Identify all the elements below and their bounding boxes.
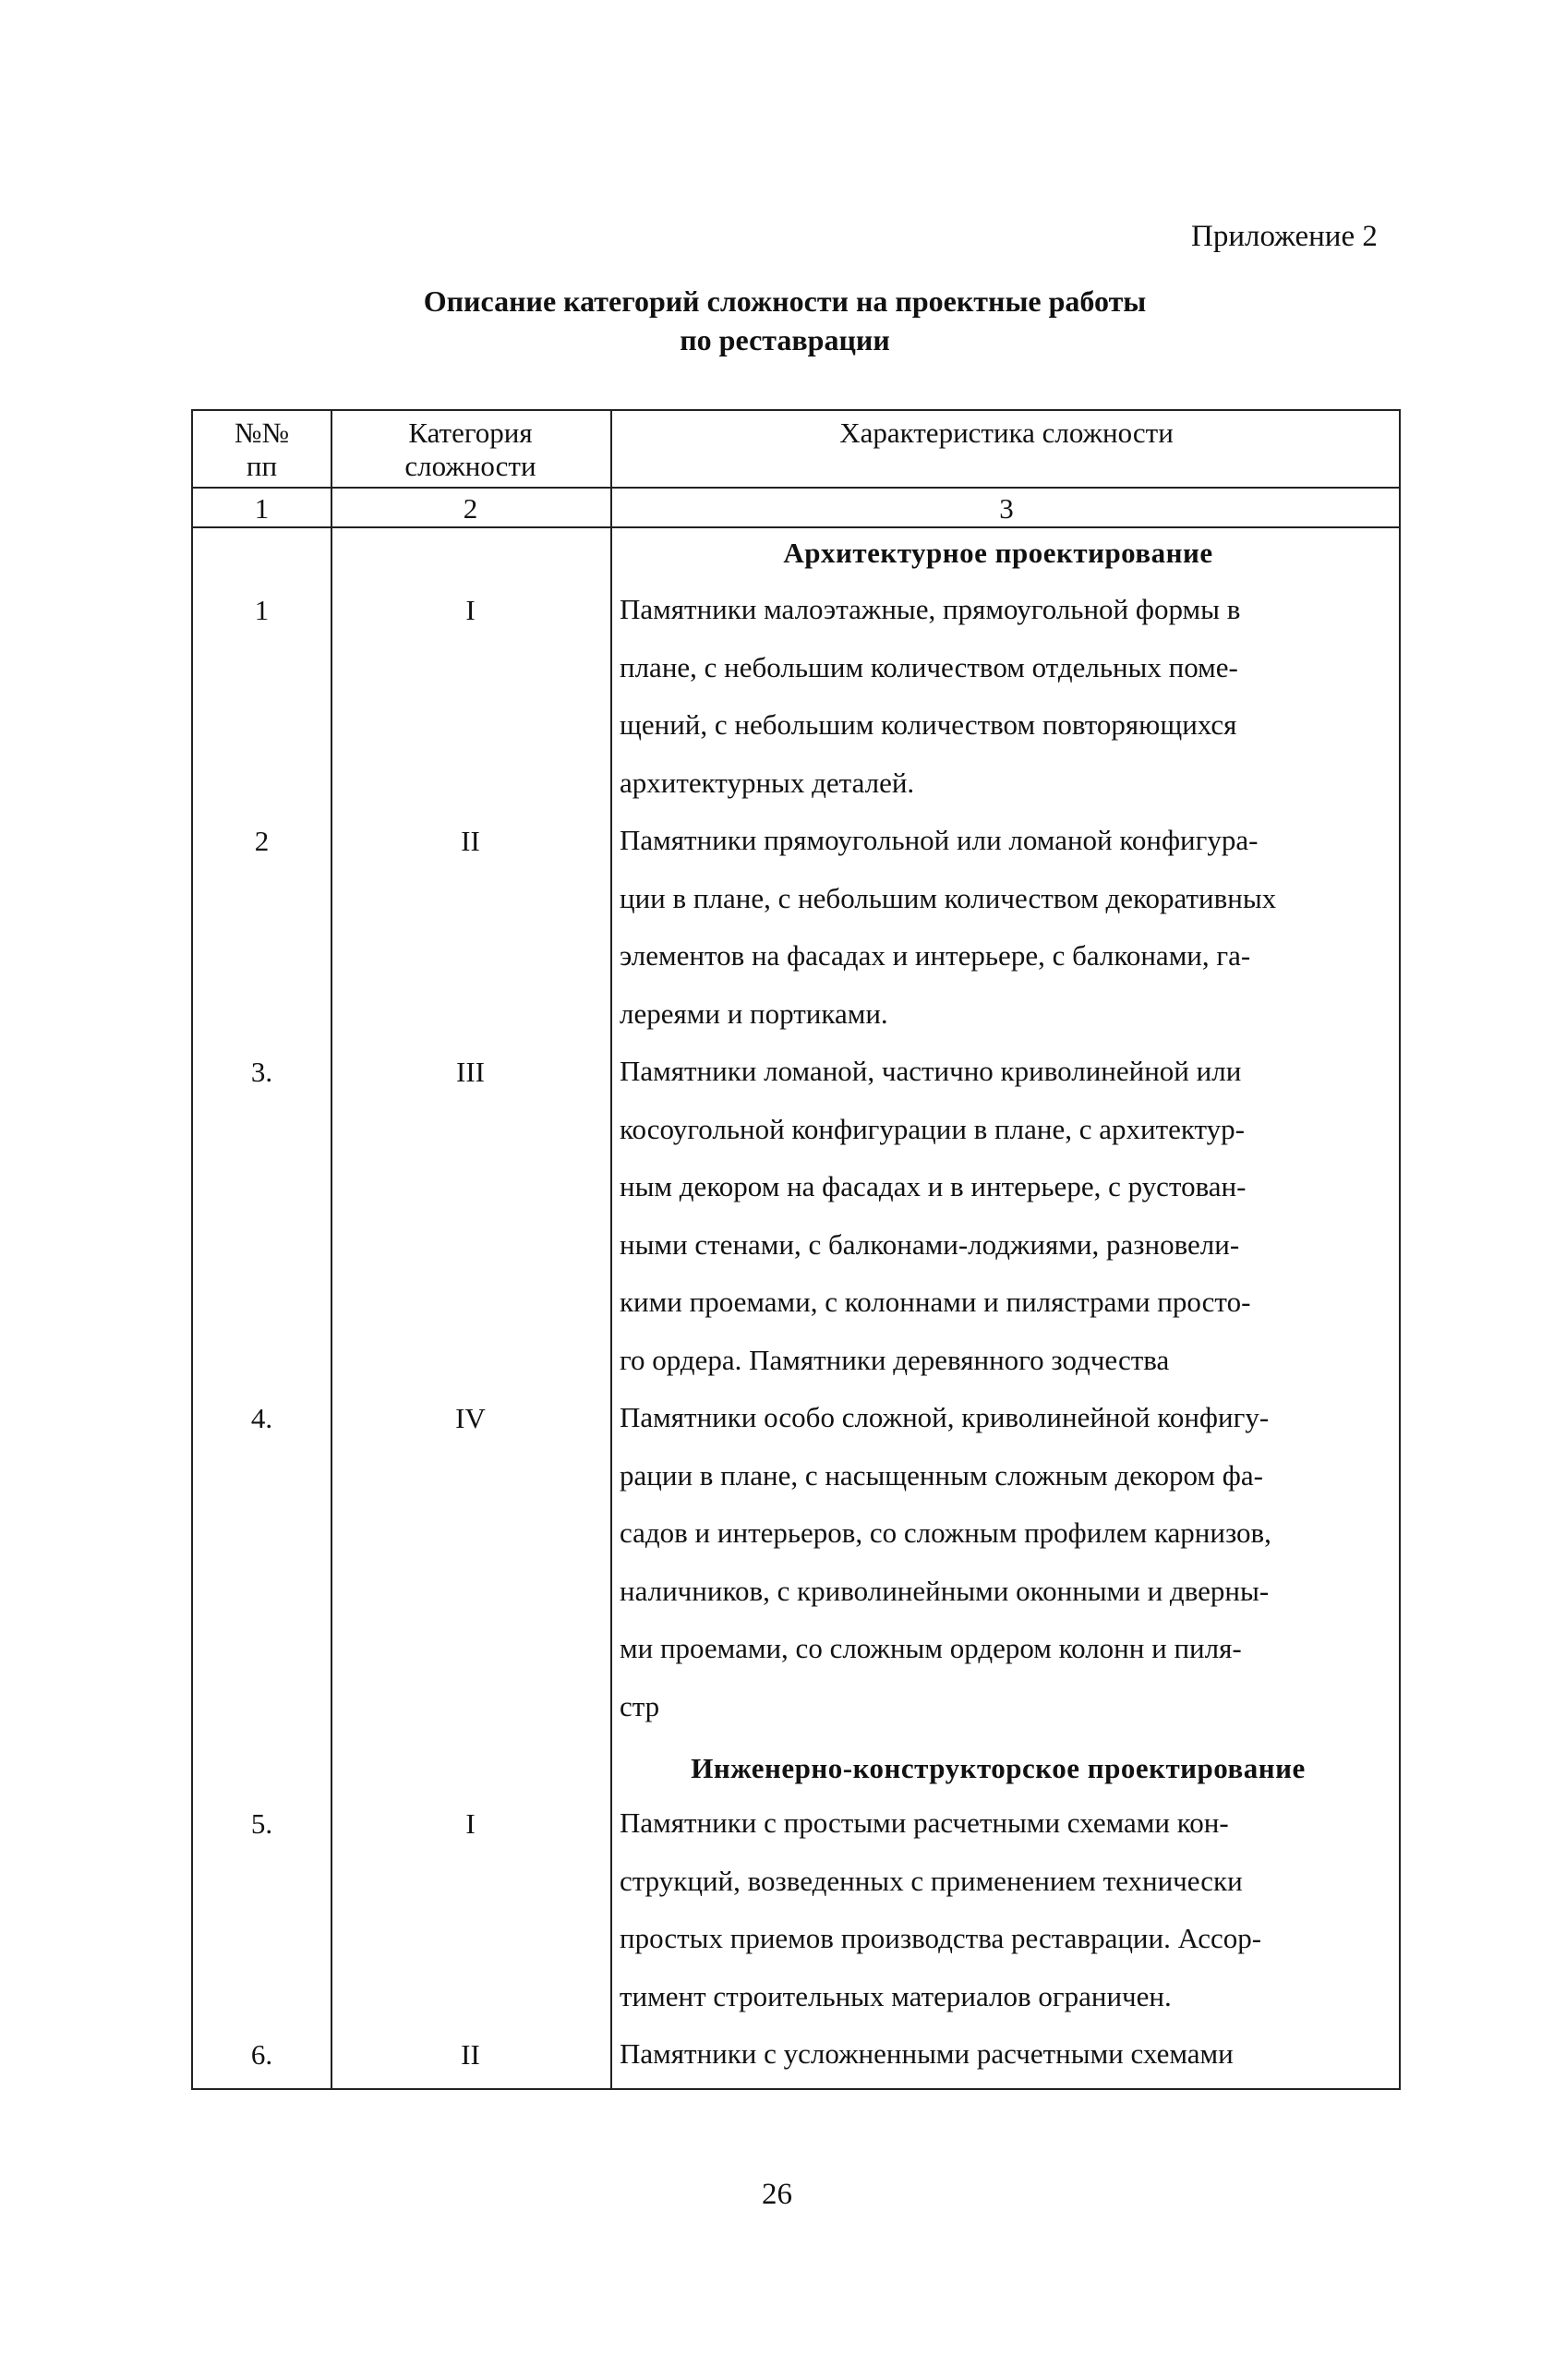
page-number: 26 [762,2178,792,2211]
row-description [620,1794,1386,2025]
row-category: III [456,1056,485,1088]
description-line: ции в плане, с небольшим количеством декоративных [620,881,1277,914]
section-heading-engineering: Инженерно-конструкторское проектирование [691,1752,1306,1784]
description-line: архитектурных деталей. [620,766,915,799]
header-col-category-line1: Категория [408,417,533,449]
description-line: Памятники ломаной, частично криволинейной или [620,1055,1242,1087]
description-line: простых приемов производства реставрации. Ассор- [620,1922,1262,1954]
header-col-number [193,417,331,483]
row-number: 4. [250,1402,273,1434]
header-col-category [331,417,610,483]
row-description [620,581,1386,812]
description-line: лереями и портиками. [620,997,888,1030]
description-line: ми проемами, со сложным ордером колонн и пиля- [620,1632,1242,1664]
column-number-2: 2 [463,492,478,525]
description-line: Памятники прямоугольной или ломаной конфигура- [620,824,1259,856]
description-line: ными стенами, с балконами-лоджиями, разновели- [620,1227,1240,1261]
title-line-1: Описание категорий сложности на проектные работы [423,284,1147,318]
complexity-table [191,409,1401,2090]
row-category: I [465,1807,476,1840]
description-line: плане, с небольшим количеством отдельных поме- [620,650,1238,683]
description-line: стр [620,1689,660,1722]
description-line: кими проемами, с колоннами и пилястрами просто- [620,1286,1251,1318]
row-category: II [461,825,480,857]
header-col-number-line2: пп [246,450,278,482]
row-category: II [461,2038,480,2071]
description-line: струкций, возведенных с применением технически [620,1864,1243,1897]
column-number-1: 1 [254,492,270,525]
description-line: Памятники с простыми расчетными схемами кон- [620,1806,1229,1839]
description-line: Памятники малоэтажные, прямоугольной формы в [620,593,1241,625]
row-description [620,812,1386,1043]
header-col-number-line1: №№ [234,417,290,449]
description-line: рации в плане, с насыщенным сложным декором фа- [620,1458,1263,1492]
header-col-category-line2: сложности [404,450,536,482]
section-heading-architectural: Архитектурное проектирование [783,537,1213,569]
description-line: садов и интерьеров, со сложным профилем карнизов, [620,1516,1271,1549]
title-line-2: по реставрации [680,323,890,356]
row-category: I [465,594,476,626]
row-description [620,1389,1386,1735]
description-line: элементов на фасадах и интерьере, с балконами, га- [620,939,1251,972]
description-line: косоугольной конфигурации в плане, с архитектур- [620,1112,1245,1145]
row-description [620,2025,1386,2084]
column-number-3: 3 [999,492,1014,525]
description-line: Памятники с усложненными расчетными схемами [620,2037,1234,2070]
column-divider [610,411,612,2088]
header-col-characteristic: Характеристика сложности [839,417,1174,449]
description-line: щений, с небольшим количеством повторяющихся [620,708,1237,741]
row-number: 5. [250,1807,273,1840]
column-number-rule [193,526,1399,528]
description-line: тимент строительных материалов ограничен. [620,1979,1172,2012]
row-number: 2 [254,825,270,857]
appendix-label: Приложение 2 [1191,220,1378,253]
description-line: Памятники особо сложной, криволинейной конфигу- [620,1401,1270,1433]
row-number: 6. [250,2038,273,2071]
header-rule [193,487,1399,489]
document-title [222,282,1348,359]
row-description [620,1043,1386,1389]
description-line: ным декором на фасадах и в интерьере, с рустован- [620,1170,1247,1202]
row-number: 1 [254,594,270,626]
description-line: наличников, с криволинейными оконными и дверны- [620,1574,1270,1607]
description-line: го ордера. Памятники деревянного зодчества [620,1343,1170,1376]
row-number: 3. [250,1056,273,1088]
row-category: IV [455,1402,486,1434]
